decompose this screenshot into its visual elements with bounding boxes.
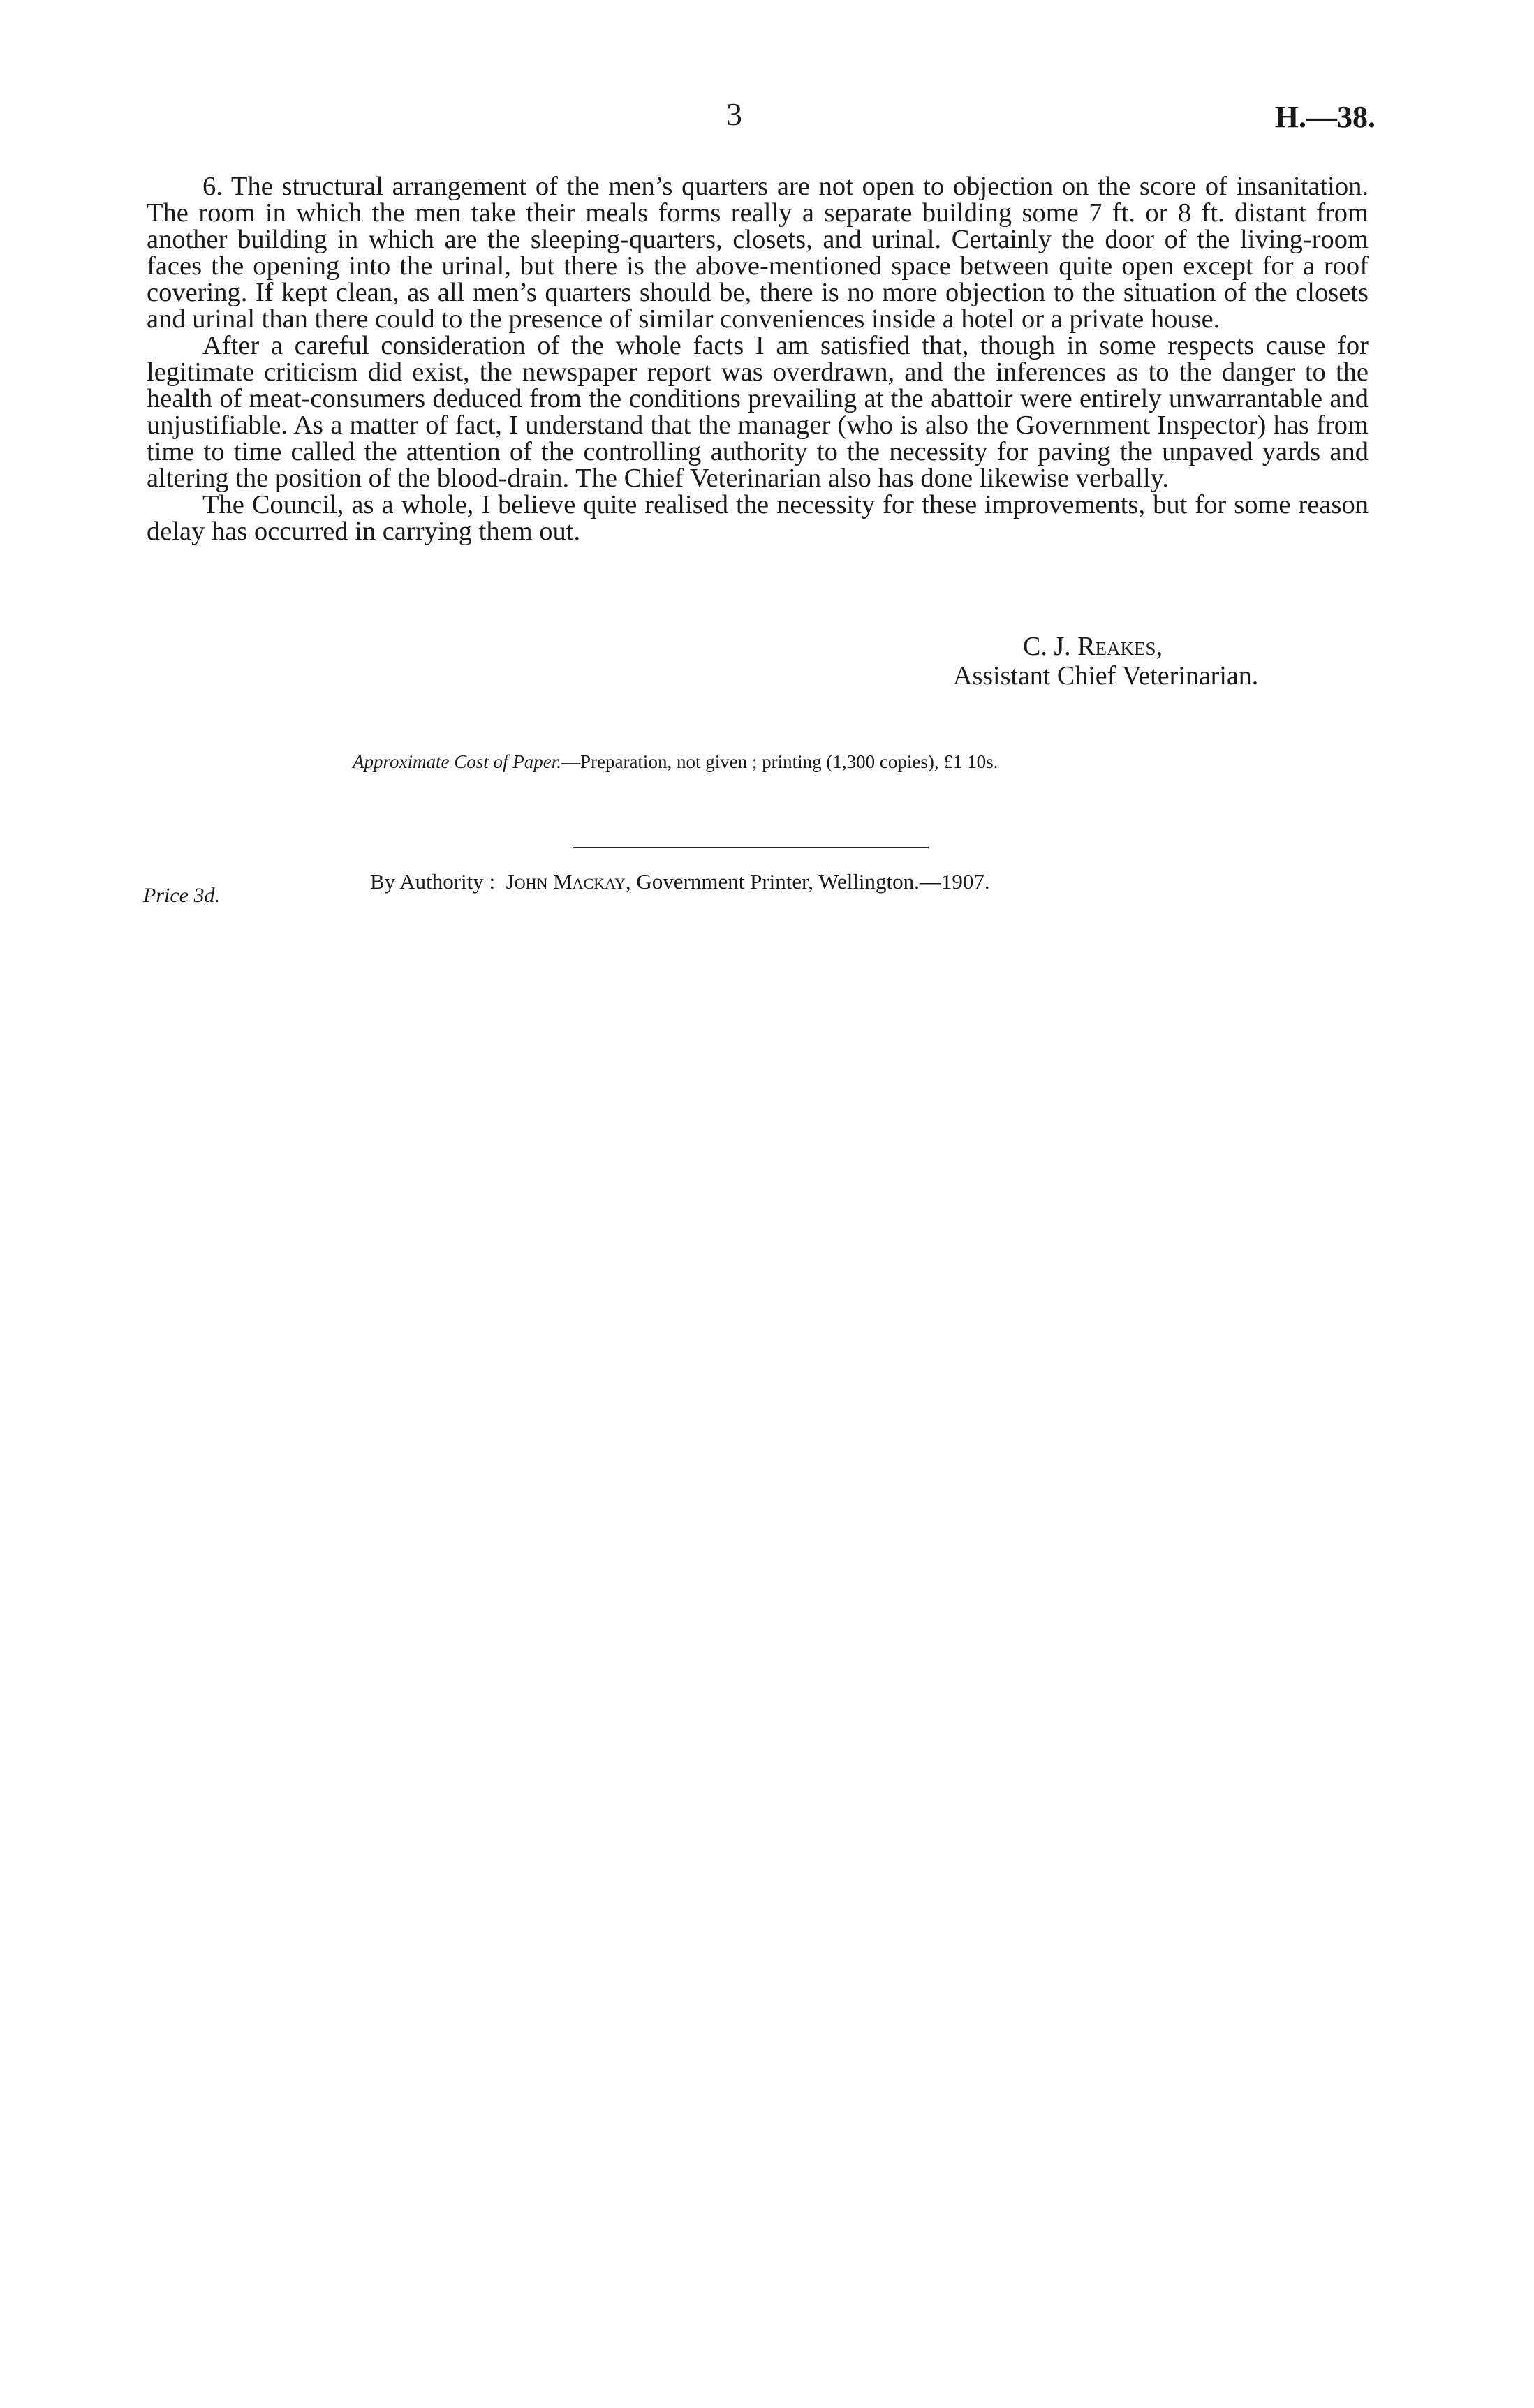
paragraph-1: 6. The structural arrangement of the men’s quarters are not open to objection on the score of insanitation. The room in which the men take their meals forms really a separate building some 7 ft. or 8 ft. distant from another building in which are the sleeping-quarters, closets, and urinal. Certainly the door of the living-room faces the opening into the urinal, but there is the above-mentioned space between quite open except for a roof covering. If kept clean, as all men’s quarters should be, there is no more objection to the situation of the closets and urinal than there could to the presence of similar conveniences inside a hotel or a private house. [147, 172, 1369, 334]
price-note: Price 3d. [143, 884, 220, 907]
signatory-name [953, 632, 1344, 661]
authority-suffix: Government Printer, Wellington.—1907. [636, 869, 990, 894]
divider-rule [573, 847, 929, 848]
page-number: 3 [726, 96, 742, 132]
paragraph-3: The Council, as a whole, I believe quite realised the necessity for these improvements, but for some reason delay has occurred in carrying them out. [147, 490, 1369, 546]
signatory-initials: C. J. [1023, 632, 1071, 661]
authority-line [370, 869, 990, 894]
signatory-surname: Reakes, [1077, 632, 1163, 661]
body-text [147, 173, 1369, 545]
document-reference: H.—38. [1274, 100, 1376, 134]
authority-prefix: By Authority : [370, 869, 496, 894]
cost-line [353, 751, 998, 773]
signature-block [953, 632, 1344, 690]
cost-label: Approximate Cost of Paper. [353, 751, 561, 772]
cost-details: —Preparation, not given ; printing (1,300 copies), £1 10s. [561, 751, 998, 772]
signatory-title: Assistant Chief Veterinarian. [953, 661, 1259, 690]
paragraph-2: After a careful consideration of the whole facts I am satisfied that, though in some respects cause for legitimate criticism did exist, the newspaper report was overdrawn, and the inferences as to the danger to the health of meat-consumers deduced from the conditions prevailing at the abattoir were entirely unwarrantable and unjustifiable. As a matter of fact, I understand that the manager (who is also the Government Inspector) has from time to time called the attention of the controlling authority to the necessity for paving the unpaved yards and altering the position of the blood-drain. The Chief Veterinarian also has done likewise verbally. [147, 331, 1369, 493]
printer-name: John Mackay, [506, 869, 631, 894]
